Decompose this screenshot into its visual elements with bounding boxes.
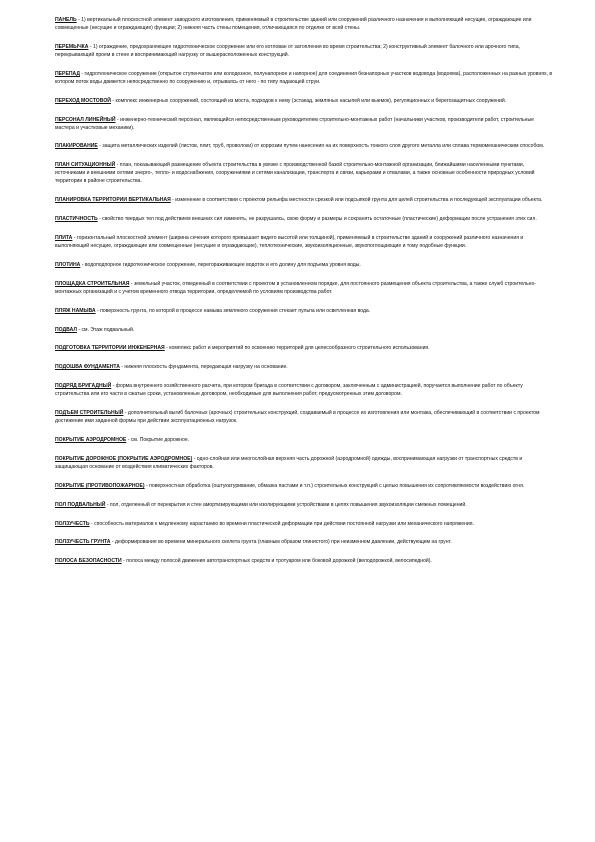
glossary-entry bbox=[55, 234, 555, 250]
glossary-entry bbox=[55, 43, 555, 59]
glossary-term: ПОКРЫТИЕ ДОРОЖНОЕ (ПОКРЫТИЕ АЭРОДРОМНОЕ) bbox=[55, 455, 193, 462]
glossary-definition: - комплекс работ и мероприятий по освоению территорий для целесообразного строительного использования. bbox=[164, 345, 430, 352]
glossary-term: ПЛИТА bbox=[55, 235, 73, 242]
glossary-entry bbox=[55, 344, 555, 352]
glossary-definition: - изменение в соответствии с проектом рельефа местности срезкой или подсыпкой грунта для целей строительства и последующей эксплуатации объекта. bbox=[170, 197, 543, 204]
glossary-term: ПОЛЗУЧЕСТЬ ГРУНТА bbox=[55, 539, 111, 546]
glossary-page bbox=[55, 16, 555, 576]
glossary-definition: - пол, отделенный от перекрытия и стен амортизирующими или изолирующими устройствами в целях повышения звукоизоляции смежных помещений. bbox=[105, 501, 467, 508]
glossary-entry bbox=[55, 455, 555, 471]
glossary-entry bbox=[55, 307, 555, 315]
glossary-definition: - земельный участок, отведенный в соответствии с проектом в установленном порядке, для постоянного размещения объекта строительства, а также служб строительно-монтажных организаций и с учетом временного отвода территории, определяемой по условиям производства работ. bbox=[55, 280, 536, 295]
glossary-term: ПОДГОТОВКА ТЕРРИТОРИИ ИНЖЕНЕРНАЯ bbox=[55, 345, 165, 352]
glossary-entry bbox=[55, 142, 555, 150]
glossary-definition: - поверхность грунта, по которой в процессе намыва земляного сооружения стекает пульпа или осветленная вода. bbox=[95, 307, 371, 314]
glossary-definition: - полоса между полосой движения автотранспортных средств и тротуаром или боковой дорожкой (велодорожкой, велосипедной). bbox=[121, 558, 432, 565]
glossary-definition: - деформирование во времени минерального скелета грунта (главным образом глинистого) при неизменном давлении, действующем на грунт. bbox=[110, 539, 452, 546]
glossary-entry bbox=[55, 436, 555, 444]
glossary-definition: - водоподпорное гидротехническое сооружение, перегораживающее водоток и его долину для подъема уровня воды. bbox=[80, 261, 361, 268]
glossary-definition: - горизонтальный плоскостной элемент (ширина сечения которого превышает видего высотой или толщиной), применяемый в строительстве зданий и сооружений различного назначения и выполняющий несущие, ограждающие или совмещенные (несущие и ограждающие), теплотехнические, звукоизоляционные, звукопоглощающие и тому подобные функции. bbox=[55, 235, 524, 250]
glossary-entry bbox=[55, 16, 555, 32]
glossary-entry bbox=[55, 501, 555, 509]
glossary-entry bbox=[55, 482, 555, 490]
glossary-entry bbox=[55, 280, 555, 296]
glossary-definition: - свойство твердых тел под действием внешних сил изменять, не разрушаясь, свою форму и размеры и сохранять остаточные (пластические) деформации после устранения этих сил. bbox=[97, 216, 537, 223]
glossary-term: ПОДРЯД БРИГАДНЫЙ bbox=[55, 383, 112, 390]
glossary-term: ПЕРСОНАЛ ЛИНЕЙНЫЙ bbox=[55, 116, 116, 123]
glossary-entry bbox=[55, 538, 555, 546]
glossary-term: ПОДОШВА ФУНДАМЕНТА bbox=[55, 364, 120, 371]
glossary-definition: - инженерно-технический персонал, являющийся непосредственным руководителем строительно-монтажных работ (начальники участков, производители работ, строительные мастера и участковые механики). bbox=[55, 116, 534, 131]
glossary-term: ПЛАН СИТУАЦИОННЫЙ bbox=[55, 162, 116, 169]
glossary-entry bbox=[55, 196, 555, 204]
glossary-entry bbox=[55, 557, 555, 565]
glossary-definition: - форма внутреннего хозяйственного расчета, при котором бригада в соответствии с договором, заключенным с администрацией, поручается выполнение работ по объекту строительства или его части в сжатые сроки, установленные договором, необходимые для выполнения работ, предусмотренных этим договором. bbox=[55, 383, 523, 398]
glossary-definition: - 1) вертикальный плоскостной элемент заводского изготовления, применяемый в строительстве зданий или сооружений различного назначения и выполняющий несущие, ограждающие или совмещенные (несущие и ограждающие) функции; 2) нижняя часть стены помещения, отличающаяся по отделке от всей стены. bbox=[55, 17, 532, 31]
glossary-definition: - защита металлических изделий (листов, плит, труб, проволоки) от коррозии путем нанесения на их поверхность тонкого слоя другого металла или сплава термомеханическим способом. bbox=[97, 143, 545, 150]
glossary-definition: - дополнительный выгиб балочных (арочных) строительных конструкций, создаваемый в процессе их изготовления или монтажа, обеспечивающий в соответствии с проектом достижение ими заданной формы при действии эксплуатационных нагрузок. bbox=[55, 410, 540, 425]
glossary-term: ПОДВАЛ bbox=[55, 326, 77, 333]
glossary-definition: - одно-слойная или многослойная верхняя часть дорожной (аэродромной) одежды, воспринимающая нагрузки от транспортных средств и защищающая основание от воздействия климатических факторов. bbox=[55, 455, 523, 470]
glossary-term: ПЛАНИРОВКА ТЕРРИТОРИИ ВЕРТИКАЛЬНАЯ bbox=[55, 197, 171, 204]
glossary-entry bbox=[55, 70, 555, 86]
glossary-definition: - 1) ограждение, предохраняющее гидротехническое сооружение или его котлован от затопления во время строительства; 2) конструктивный элемент балочного или арочного типа, перекрывающий проем в стене и воспринимающий нагрузку от вышерасположенных конструкций. bbox=[55, 43, 520, 58]
glossary-term: ПЛАКИРОВАНИЕ bbox=[55, 143, 98, 150]
glossary-entry bbox=[55, 409, 555, 425]
glossary-term: ПАНЕЛЬ bbox=[55, 17, 77, 23]
glossary-term: ПЕРЕХОД МОСТОВОЙ bbox=[55, 97, 111, 104]
glossary-definition: - способность материалов к медленному нарастанию во времени пластической деформации при действии постоянной нагрузки или механического напряжения. bbox=[89, 520, 474, 527]
glossary-definition: - план, показывающий размещение объекта строительства в увязке с производственной базой строительно-монтажной организации, ближайшими населенными пунктами, источниками и внешними сетями энерго-, тепло- и водоснабжения, сооружениями и сетями канализации, транспорта и связи, карьерами и отвалами, а также основные особенности природных условий территории в районе строительства. bbox=[55, 162, 535, 185]
glossary-definition: - гидротехническое сооружение (открытое ступенчатое или колодезное, полунапорное и напорное) для соединения безнапорных участков водовода (водоема), расположенных на разных уровнях, в котором поток воды движется непосредственно по сооружению и, отрываясь от него - по типу падающей струи. bbox=[55, 70, 553, 85]
glossary-term: ПОЛЗУЧЕСТЬ bbox=[55, 520, 90, 527]
glossary-entry bbox=[55, 161, 555, 185]
glossary-term: ПЕРЕМЫЧКА bbox=[55, 43, 89, 50]
glossary-definition: - нижняя плоскость фундамента, передающая нагрузку на основание. bbox=[119, 364, 288, 371]
glossary-term: ПЛЯЖ НАМЫВА bbox=[55, 307, 96, 314]
glossary-definition: - поверхностная обработка (оштукатуривание, обмазка пастами и т.п.) строительных конструкций с целью повышения их сопротивляемости воздействию огня. bbox=[144, 482, 525, 489]
glossary-entry bbox=[55, 382, 555, 398]
glossary-term: ПЛОЩАДКА СТРОИТЕЛЬНАЯ bbox=[55, 280, 130, 287]
glossary-entry bbox=[55, 326, 555, 334]
glossary-entry bbox=[55, 215, 555, 223]
glossary-entry bbox=[55, 261, 555, 269]
glossary-term: ПОДЪЕМ СТРОИТЕЛЬНЫЙ bbox=[55, 410, 124, 417]
glossary-entry bbox=[55, 520, 555, 528]
glossary-term: ПОЛОСА БЕЗОПАСНОСТИ bbox=[55, 558, 122, 565]
glossary-entry bbox=[55, 97, 555, 105]
glossary-term: ПОЛ ПОДВАЛЬНЫЙ bbox=[55, 501, 106, 508]
glossary-definition: - см. Покрытие дорожное. bbox=[126, 437, 190, 444]
glossary-term: ПЛОТИНА bbox=[55, 261, 81, 268]
glossary-entry bbox=[55, 116, 555, 132]
glossary-definition: - комплекс инженерных сооружений, состоящий из моста, подходов к нему (эстакад, земляных насыпей или выемок), регуляционных и берегозащитных сооружений. bbox=[110, 97, 507, 104]
glossary-term: ПОКРЫТИЕ (ПРОТИВОПОЖАРНОЕ) bbox=[55, 482, 145, 489]
glossary-term: ПОКРЫТИЕ АЭРОДРОМНОЕ bbox=[55, 437, 127, 444]
glossary-term: ПЛАСТИЧНОСТЬ bbox=[55, 216, 98, 223]
glossary-definition: - см. Этаж подвальный. bbox=[76, 326, 135, 333]
glossary-entry bbox=[55, 363, 555, 371]
glossary-term: ПЕРЕПАД bbox=[55, 70, 81, 77]
